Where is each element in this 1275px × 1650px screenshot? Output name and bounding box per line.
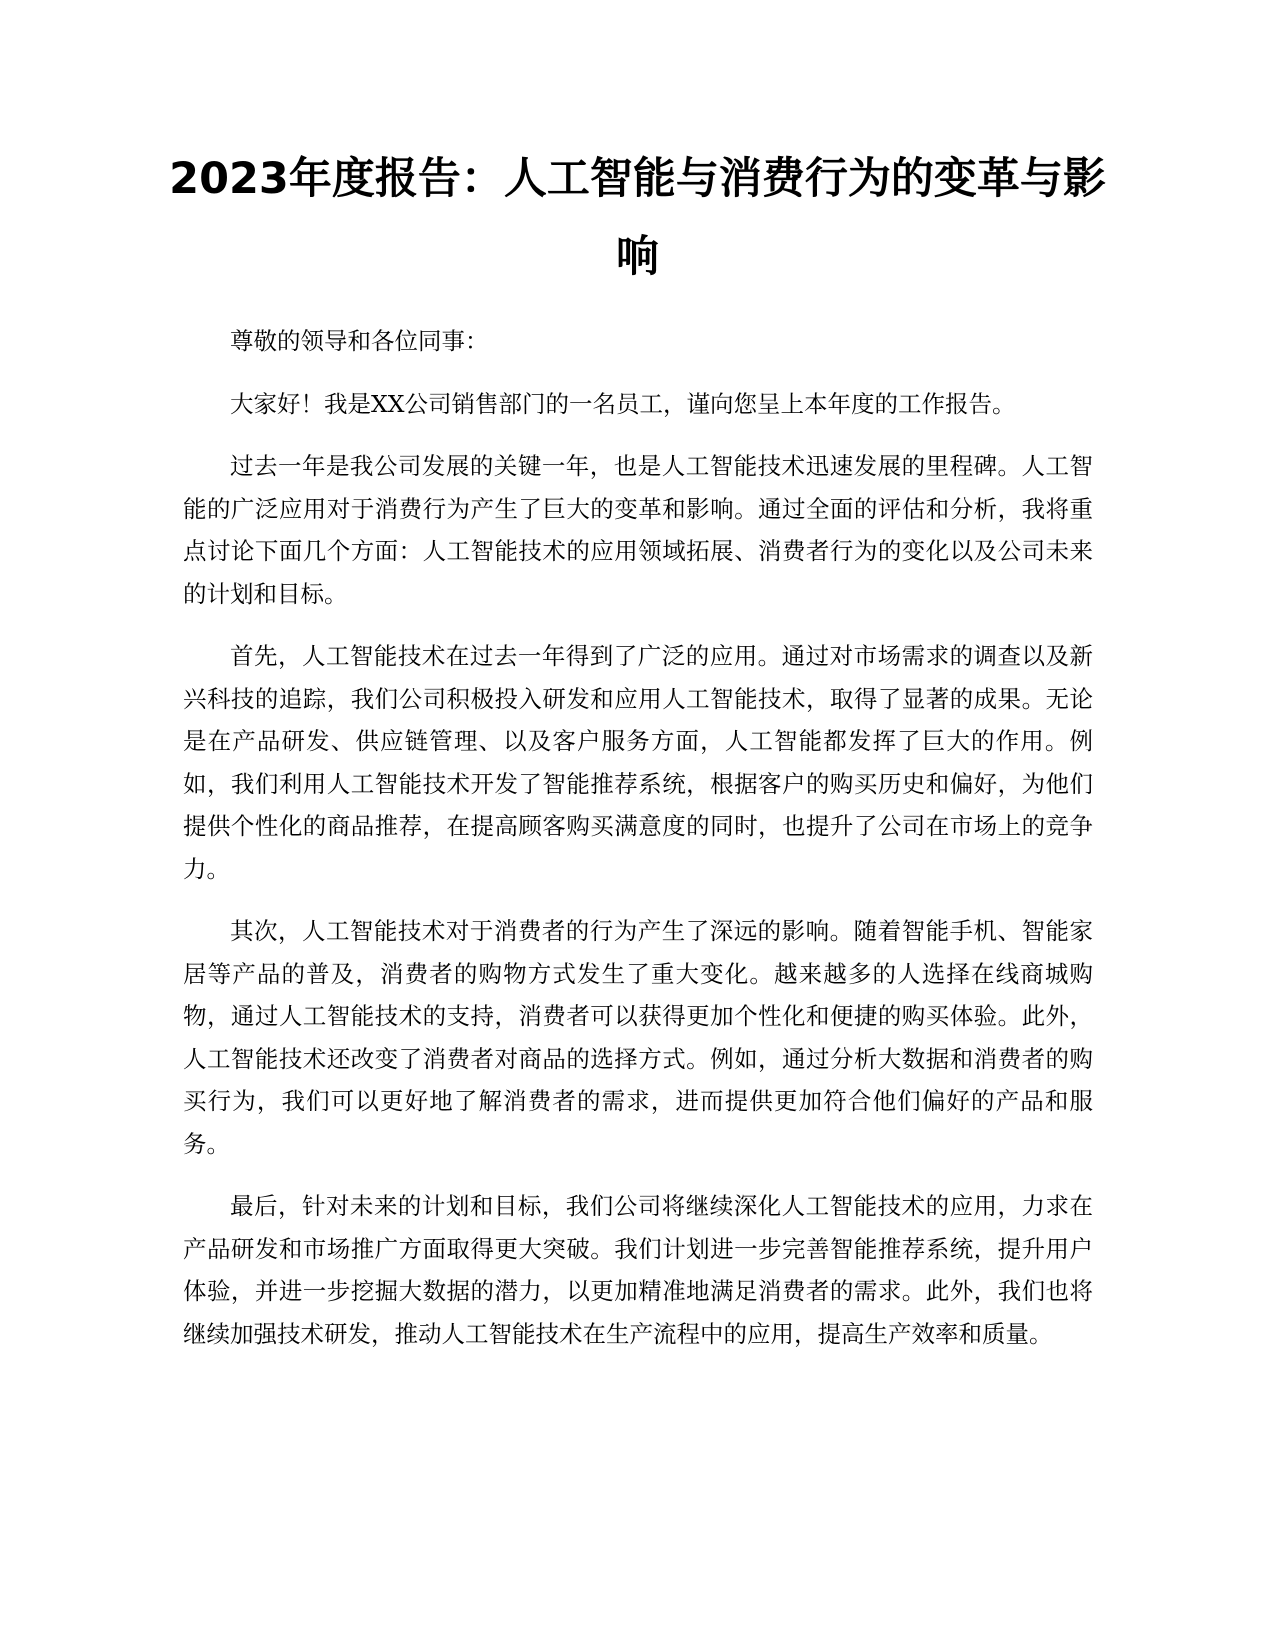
greeting-paragraph: 大家好！我是XX公司销售部门的一名员工，谨向您呈上本年度的工作报告。 [230, 389, 1016, 418]
document-body [183, 320, 1093, 1375]
overview-paragraph: 过去一年是我公司发展的关键一年，也是人工智能技术迅速发展的里程碑。人工智能的广泛应用对于消费行为产生了巨大的变革和影响。通过全面的评估和分析，我将重点讨论下面几个方面：人工智能技术的应用领域拓展、消费者行为的变化以及公司未来的计划和目标。 [183, 452, 1093, 608]
consumer-behavior-paragraph: 其次，人工智能技术对于消费者的行为产生了深远的影响。随着智能手机、智能家居等产品的普及，消费者的购物方式发生了重大变化。越来越多的人选择在线商城购物，通过人工智能技术的支持，消费者可以获得更加个性化和便捷的购买体验。此外，人工智能技术还改变了消费者对商品的选择方式。例如，通过分析大数据和消费者的购买行为，我们可以更好地了解消费者的需求，进而提供更加符合他们偏好的产品和服务。 [183, 917, 1093, 1158]
document-title: 2023年度报告：人工智能与消费行为的变革与影响 [169, 154, 1106, 282]
application-paragraph: 首先，人工智能技术在过去一年得到了广泛的应用。通过对市场需求的调查以及新兴科技的追踪，我们公司积极投入研发和应用人工智能技术，取得了显著的成果。无论是在产品研发、供应链管理、以及客户服务方面，人工智能都发挥了巨大的作用。例如，我们利用人工智能技术开发了智能推荐系统，根据客户的购买历史和偏好，为他们提供个性化的商品推荐，在提高顾客购买满意度的同时，也提升了公司在市场上的竞争力。 [183, 642, 1093, 883]
salutation-paragraph: 尊敬的领导和各位同事： [230, 327, 489, 355]
future-plan-paragraph: 最后，针对未来的计划和目标，我们公司将继续深化人工智能技术的应用，力求在产品研发和市场推广方面取得更大突破。我们计划进一步完善智能推荐系统，提升用户体验，并进一步挖掘大数据的潜力，以更加精准地满足消费者的需求。此外，我们也将继续加强技术研发，推动人工智能技术在生产流程中的应用，提高生产效率和质量。 [183, 1192, 1093, 1348]
